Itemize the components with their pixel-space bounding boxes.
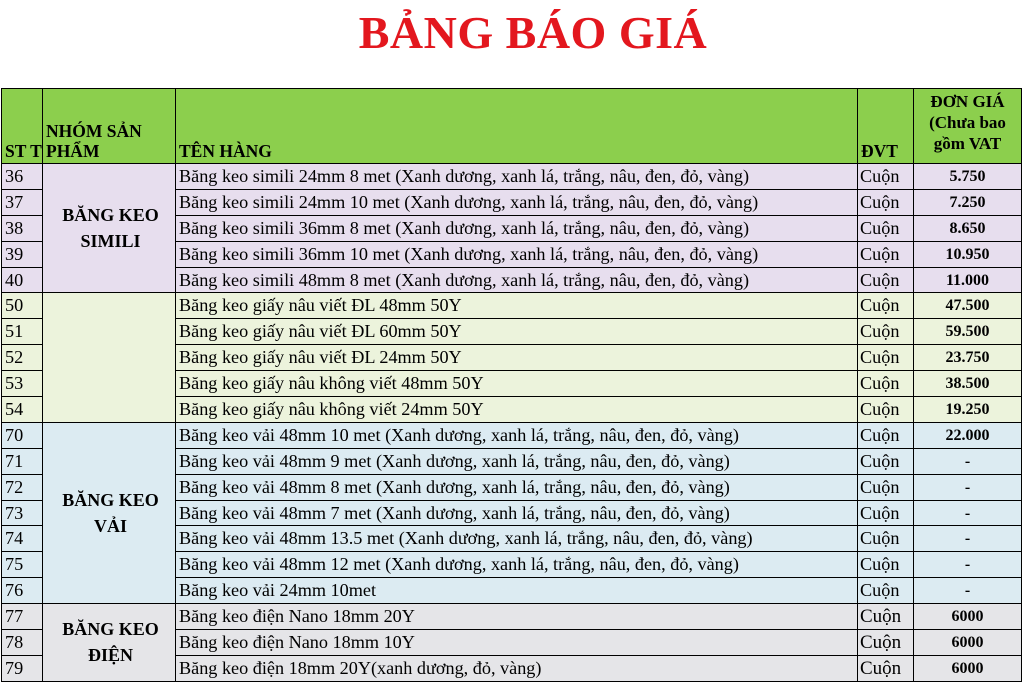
row-product-name: Băng keo giấy nâu viết ĐL 60mm 50Y xyxy=(176,319,858,345)
row-stt: 50 xyxy=(2,293,43,319)
row-product-name: Băng keo giấy nâu viết ĐL 24mm 50Y xyxy=(176,345,858,371)
row-price: 6000 xyxy=(914,630,1022,656)
row-price: 19.250 xyxy=(914,397,1022,423)
row-price: - xyxy=(914,474,1022,500)
row-stt: 75 xyxy=(2,552,43,578)
price-table xyxy=(1,88,1022,682)
row-stt: 53 xyxy=(2,371,43,397)
row-unit: Cuộn xyxy=(858,604,914,630)
row-unit: Cuộn xyxy=(858,241,914,267)
row-unit: Cuộn xyxy=(858,189,914,215)
row-price: 38.500 xyxy=(914,371,1022,397)
row-price: 6000 xyxy=(914,655,1022,681)
row-stt: 73 xyxy=(2,500,43,526)
row-product-name: Băng keo điện Nano 18mm 20Y xyxy=(176,604,858,630)
row-product-name: Băng keo vải 48mm 13.5 met (Xanh dương, xanh lá, trắng, nâu, đen, đỏ, vàng) xyxy=(176,526,858,552)
row-stt: 77 xyxy=(2,604,43,630)
row-product-name: Băng keo giấy nâu viết ĐL 48mm 50Y xyxy=(176,293,858,319)
row-price: 23.750 xyxy=(914,345,1022,371)
row-product-name: Băng keo vải 48mm 12 met (Xanh dương, xanh lá, trắng, nâu, đen, đỏ, vàng) xyxy=(176,552,858,578)
row-stt: 54 xyxy=(2,397,43,423)
row-product-name: Băng keo vải 48mm 7 met (Xanh dương, xanh lá, trắng, nâu, đen, đỏ, vàng) xyxy=(176,500,858,526)
header-price: ĐƠN GIÁ (Chưa bao gồm VAT xyxy=(914,89,1022,164)
page-title: BẢNG BÁO GIÁ xyxy=(358,7,708,58)
table-row xyxy=(2,293,1022,319)
row-product-name: Băng keo vải 24mm 10met xyxy=(176,578,858,604)
row-price: - xyxy=(914,448,1022,474)
row-unit: Cuộn xyxy=(858,397,914,423)
row-stt: 37 xyxy=(2,189,43,215)
table-row xyxy=(2,164,1022,190)
row-stt: 40 xyxy=(2,267,43,293)
row-stt: 78 xyxy=(2,630,43,656)
row-product-name: Băng keo điện Nano 18mm 10Y xyxy=(176,630,858,656)
row-unit: Cuộn xyxy=(858,578,914,604)
table-row xyxy=(2,422,1022,448)
row-price: 11.000 xyxy=(914,267,1022,293)
row-product-name: Băng keo simili 48mm 8 met (Xanh dương, xanh lá, trắng, nâu, đen, đỏ, vàng) xyxy=(176,267,858,293)
row-unit: Cuộn xyxy=(858,630,914,656)
row-unit: Cuộn xyxy=(858,500,914,526)
row-stt: 36 xyxy=(2,164,43,190)
row-stt: 72 xyxy=(2,474,43,500)
row-stt: 39 xyxy=(2,241,43,267)
group-label-giay xyxy=(43,293,176,422)
header-name: TÊN HÀNG xyxy=(176,89,858,164)
row-price: - xyxy=(914,552,1022,578)
row-price: 22.000 xyxy=(914,422,1022,448)
row-stt: 74 xyxy=(2,526,43,552)
row-unit: Cuộn xyxy=(858,267,914,293)
row-product-name: Băng keo giấy nâu không viết 48mm 50Y xyxy=(176,371,858,397)
row-stt: 70 xyxy=(2,422,43,448)
row-price: 5.750 xyxy=(914,164,1022,190)
row-unit: Cuộn xyxy=(858,448,914,474)
row-price: - xyxy=(914,500,1022,526)
row-product-name: Băng keo simili 24mm 8 met (Xanh dương, xanh lá, trắng, nâu, đen, đỏ, vàng) xyxy=(176,164,858,190)
row-price: 10.950 xyxy=(914,241,1022,267)
row-product-name: Băng keo điện 18mm 20Y(xanh dương, đỏ, vàng) xyxy=(176,655,858,681)
row-stt: 51 xyxy=(2,319,43,345)
header-unit: ĐVT xyxy=(858,89,914,164)
row-product-name: Băng keo giấy nâu không viết 24mm 50Y xyxy=(176,397,858,423)
row-unit: Cuộn xyxy=(858,215,914,241)
row-product-name: Băng keo vải 48mm 9 met (Xanh dương, xanh lá, trắng, nâu, đen, đỏ, vàng) xyxy=(176,448,858,474)
row-stt: 71 xyxy=(2,448,43,474)
row-price: - xyxy=(914,526,1022,552)
row-price: 6000 xyxy=(914,604,1022,630)
table-header-row xyxy=(2,89,1022,164)
row-price: 47.500 xyxy=(914,293,1022,319)
row-price: 7.250 xyxy=(914,189,1022,215)
header-group: NHÓM SẢN PHẨM xyxy=(43,89,176,164)
row-price: 59.500 xyxy=(914,319,1022,345)
row-stt: 76 xyxy=(2,578,43,604)
table-row xyxy=(2,604,1022,630)
price-table-body xyxy=(2,89,1022,682)
group-label-similli: BĂNG KEO SIMILI xyxy=(43,164,176,293)
row-unit: Cuộn xyxy=(858,371,914,397)
row-stt: 38 xyxy=(2,215,43,241)
group-label-vai: BĂNG KEO VẢI xyxy=(43,422,176,603)
row-product-name: Băng keo simili 36mm 8 met (Xanh dương, xanh lá, trắng, nâu, đen, đỏ, vàng) xyxy=(176,215,858,241)
row-unit: Cuộn xyxy=(858,526,914,552)
row-stt: 52 xyxy=(2,345,43,371)
row-product-name: Băng keo simili 36mm 10 met (Xanh dương, xanh lá, trắng, nâu, đen, đỏ, vàng) xyxy=(176,241,858,267)
row-product-name: Băng keo vải 48mm 8 met (Xanh dương, xanh lá, trắng, nâu, đen, đỏ, vàng) xyxy=(176,474,858,500)
row-price: 8.650 xyxy=(914,215,1022,241)
row-unit: Cuộn xyxy=(858,319,914,345)
row-stt: 79 xyxy=(2,655,43,681)
row-unit: Cuộn xyxy=(858,474,914,500)
row-unit: Cuộn xyxy=(858,422,914,448)
group-label-dien: BĂNG KEO ĐIỆN xyxy=(43,604,176,682)
header-stt: ST T xyxy=(2,89,43,164)
row-unit: Cuộn xyxy=(858,655,914,681)
row-unit: Cuộn xyxy=(858,552,914,578)
row-product-name: Băng keo simili 24mm 10 met (Xanh dương, xanh lá, trắng, nâu, đen, đỏ, vàng) xyxy=(176,189,858,215)
row-unit: Cuộn xyxy=(858,345,914,371)
row-unit: Cuộn xyxy=(858,164,914,190)
row-price: - xyxy=(914,578,1022,604)
row-unit: Cuộn xyxy=(858,293,914,319)
row-product-name: Băng keo vải 48mm 10 met (Xanh dương, xanh lá, trắng, nâu, đen, đỏ, vàng) xyxy=(176,422,858,448)
